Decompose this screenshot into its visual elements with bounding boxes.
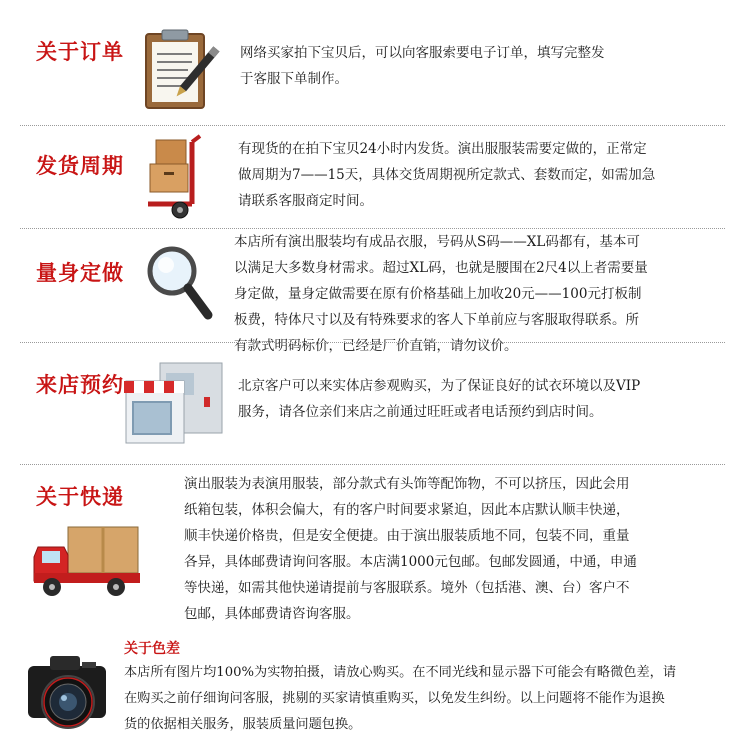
magnifying-glass-icon: [140, 241, 216, 325]
section-text-express: [184, 471, 704, 627]
section-shipping-cycle: [0, 126, 750, 228]
section-text-color-difference: [124, 660, 740, 738]
text-line: 货的依据相关服务，服装质量问题包换。: [124, 717, 362, 732]
dslr-camera-icon: [22, 646, 114, 732]
section-title-custom-tailoring: 量身定做: [36, 261, 124, 285]
section-title-color-difference: 关于色差: [124, 641, 180, 657]
text-line: 北京客户可以来实体店参观购买，为了保证良好的试衣环境以及VIP: [238, 378, 641, 394]
text-line: 请联系客服商定时间。: [238, 193, 373, 209]
section-express: [0, 465, 750, 625]
section-text-shipping-cycle: [238, 136, 718, 214]
text-line: 身定做，量身定做需要在原有价格基础上加收20元——100元打板制: [234, 286, 642, 302]
section-order: [0, 0, 750, 125]
section-title-store-visit: 来店预约: [36, 373, 124, 397]
clipboard-pen-icon: [140, 26, 220, 112]
text-line: 有款式明码标价，已经是厂价直销，请勿议价。: [234, 338, 518, 354]
text-line: 有现货的在拍下宝贝24小时内发货。演出服服装需要定做的，正常定: [238, 141, 647, 157]
text-line: 包邮，具体邮费请咨询客服。: [184, 606, 360, 622]
section-store-visit: [0, 343, 750, 463]
text-line: 网络买家拍下宝贝后，可以向客服索要电子订单，填写完整发: [240, 45, 605, 61]
text-line: 纸箱包装，体积会偏大，有的客户时间要求紧迫，因此本店默认顺丰快递，: [184, 502, 630, 518]
text-line: 以满足大多数身材需求。超过XL码，也就是腰围在2尺4以上者需要量: [234, 260, 648, 276]
section-text-order: [240, 40, 720, 92]
storefront-icon: [120, 357, 230, 451]
section-text-custom-tailoring: [234, 229, 724, 359]
section-title-shipping-cycle: 发货周期: [36, 154, 124, 178]
text-line: 本店所有图片均100%为实物拍摄，请放心购买。在不同光线和显示器下可能会有略微色差，请: [124, 665, 677, 680]
section-color-difference: [0, 630, 750, 746]
text-line: 于客服下单制作。: [240, 71, 348, 87]
text-line: 顺丰快递价格贵，但是安全便捷。由于演出服装质地不同，包装不同，重量: [184, 528, 630, 544]
text-line: 本店所有演出服装均有成品衣服，号码从S码——XL码都有，基本可: [234, 234, 640, 250]
section-title-express: 关于快递: [36, 485, 124, 509]
section-title-order: 关于订单: [36, 40, 124, 64]
text-line: 做周期为7——15天，具体交货周期视所定款式、套数而定，如需加急: [238, 167, 656, 183]
text-line: 演出服装为表演用服装，部分款式有头饰等配饰物，不可以挤压，因此会用: [184, 476, 630, 492]
section-custom-tailoring: [0, 229, 750, 354]
delivery-truck-icon: [30, 521, 146, 601]
text-line: 服务，请各位亲们来店之前通过旺旺或者电话预约到店时间。: [238, 404, 603, 420]
section-text-store-visit: [238, 373, 728, 425]
text-line: 各异，具体邮费请询问客服。本店满1000元包邮。包邮发圆通，中通，申通: [184, 554, 637, 570]
text-line: 板费，特体尺寸以及有特殊要求的客人下单前应与客服取得联系。所: [234, 312, 639, 328]
text-line: 等快递，如需其他快递请提前与客服联系。境外（包括港、澳、台）客户不: [184, 580, 630, 596]
hand-truck-boxes-icon: [136, 132, 226, 222]
text-line: 在购买之前仔细询问客服，挑剔的买家请慎重购买，以免发生纠纷。以上问题将不能作为退换: [124, 691, 665, 706]
